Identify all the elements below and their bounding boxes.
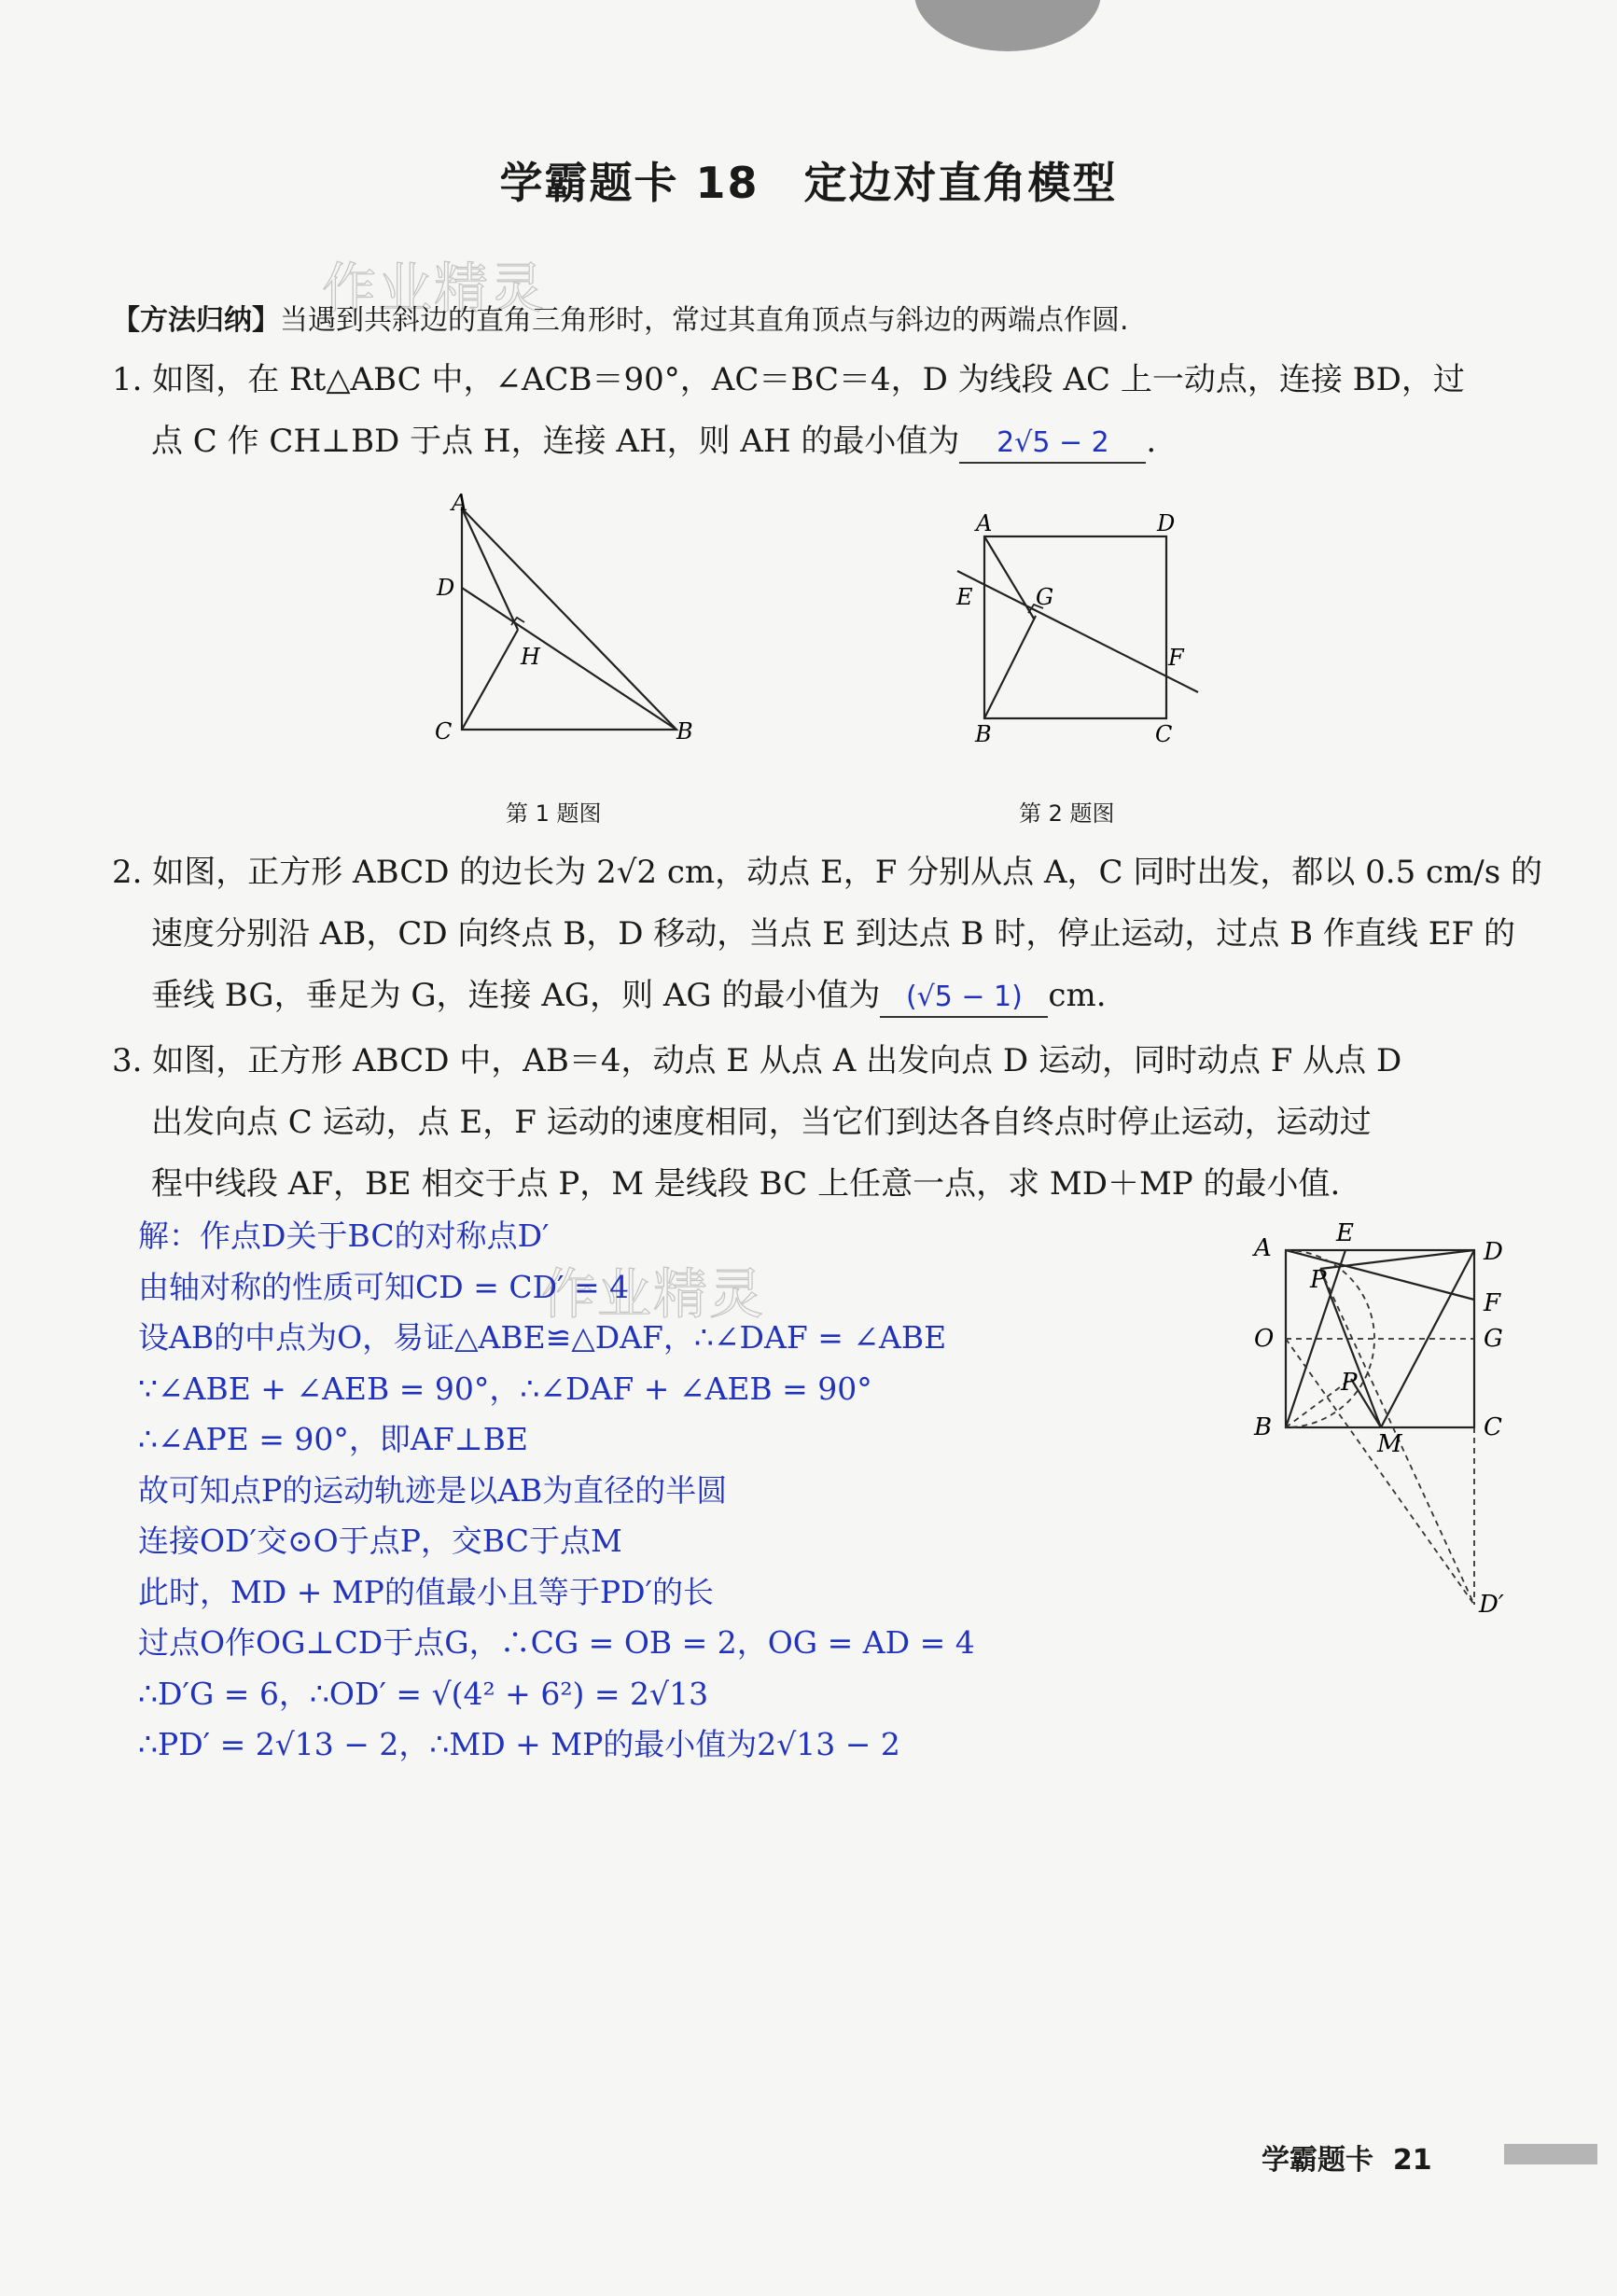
label-b: B [1254, 1413, 1273, 1441]
solution-line: 此时，MD + MP的值最小且等于PD′的长 [138, 1573, 715, 1610]
page-corner-shadow [914, 0, 1101, 51]
q2-line2: 速度分别沿 AB，CD 向终点 B，D 移动，当点 E 到达点 B 时，停止运动，过点 B 作直线 EF 的 [151, 915, 1515, 953]
solution-line: ∴D′G = 6，∴OD′ = √(4² + 6²) = 2√13 [138, 1675, 709, 1712]
label-b: B [975, 721, 992, 747]
solution-line: 解：作点D关于BC的对称点D′ [138, 1218, 550, 1254]
q3-line3: 程中线段 AF，BE 相交于点 P，M 是线段 BC 上任意一点，求 MD＋MP 的最小值. [151, 1165, 1341, 1203]
figure-2-caption: 第 2 题图 [1019, 800, 1115, 827]
figure-2-diagram [942, 494, 1222, 756]
footer-bar [1504, 2144, 1597, 2164]
label-a: A [1254, 1234, 1272, 1262]
watermark: 作业精灵 [322, 257, 547, 320]
label-a: A [452, 490, 468, 516]
label-c: C [1155, 721, 1173, 747]
label-e: E [956, 584, 973, 610]
q2-line3-text: 垂线 BG，垂足为 G，连接 AG，则 AG 的最小值为 [151, 977, 881, 1014]
label-f: F [1484, 1289, 1501, 1317]
label-g: G [1484, 1325, 1503, 1353]
q2-line3 [112, 965, 1530, 1026]
q1-period: . [1146, 423, 1157, 460]
solution-line: ∴PD′ = 2√13 − 2，∴MD + MP的最小值为2√13 − 2 [138, 1726, 900, 1762]
segment-pm [1320, 1269, 1381, 1427]
label-c: C [1484, 1413, 1502, 1441]
footer [1262, 2136, 1432, 2178]
segment-bd [462, 588, 676, 730]
page-title: 学霸题卡 18 定边对直角模型 [499, 158, 1118, 208]
solution-line: 故可知点P的运动轨迹是以AB为直径的半圆 [138, 1471, 728, 1509]
label-p: P [1310, 1266, 1327, 1294]
dashed-od-prime [1286, 1339, 1474, 1605]
solution-line: ∴∠APE = 90°，即AF⊥BE [138, 1421, 528, 1457]
question-1 [112, 349, 1530, 472]
label-b: B [676, 718, 693, 744]
label-d: D [1157, 510, 1176, 536]
question-3 [112, 1030, 1530, 1215]
line-ef [957, 571, 1198, 692]
label-m: M [1377, 1430, 1402, 1458]
figure-3-diagram [1241, 1213, 1521, 1633]
segment-ah [462, 508, 518, 630]
watermark: 作业精灵 [541, 1262, 766, 1326]
q1-line2 [112, 410, 1530, 472]
figure-1-caption: 第 1 题图 [506, 800, 602, 827]
label-g: G [1036, 584, 1054, 610]
solution-line: ∵∠ABE + ∠AEB = 90°，∴∠DAF + ∠AEB = 90° [138, 1370, 872, 1407]
solution [138, 1211, 1202, 1771]
segment-ag [984, 536, 1034, 619]
label-p-lower: P [1341, 1369, 1358, 1397]
label-c: C [435, 718, 453, 744]
square-abcd [984, 536, 1166, 718]
q1-line2-text: 点 C 作 CH⊥BD 于点 H，连接 AH，则 AH 的最小值为 [151, 423, 960, 460]
figure-1-diagram [411, 485, 718, 756]
question-2 [112, 842, 1543, 1026]
label-f: F [1168, 645, 1184, 671]
q2-unit: cm. [1048, 977, 1107, 1014]
label-d-prime: D′ [1479, 1591, 1504, 1619]
method-summary [112, 297, 1129, 338]
solution-line: 过点O作OG⊥CD于点G，∴CG = OB = 2，OG = AD = 4 [138, 1624, 975, 1661]
segment-ch [462, 630, 518, 730]
footer-label: 学霸题卡 [1262, 2144, 1373, 2177]
triangle-abc [462, 508, 676, 730]
method-text: 当遇到共斜边的直角三角形时，常过其直角顶点与斜边的两端点作圆. [280, 304, 1129, 337]
q3-line1: 3. 如图，正方形 ABCD 中，AB＝4，动点 E 从点 A 出发向点 D 运动，同时动点 F 从点 D [112, 1042, 1402, 1079]
label-e: E [1336, 1219, 1354, 1247]
segment-bg [984, 616, 1036, 718]
q1-answer-blank: 2√5 − 2 [959, 424, 1146, 464]
q2-answer-blank: (√5 − 1) [880, 979, 1048, 1018]
label-d: D [1484, 1238, 1503, 1266]
q3-line2: 出发向点 C 运动，点 E，F 运动的速度相同，当它们到达各自终点时停止运动，运动过 [151, 1104, 1372, 1141]
label-h: H [521, 644, 540, 670]
page-number: 21 [1392, 2144, 1432, 2177]
solution-line: 连接OD′交⊙O于点P，交BC于点M [138, 1523, 622, 1559]
label-a: A [976, 510, 993, 536]
solution-line: 设AB的中点为O，易证△ABE≌△DAF，∴∠DAF = ∠ABE [138, 1319, 947, 1356]
method-tag: 【方法归纳】 [112, 304, 280, 337]
label-o: O [1254, 1325, 1275, 1353]
q1-line1: 1. 如图，在 Rt△ABC 中，∠ACB＝90°，AC＝BC＝4，D 为线段 AC 上一动点，连接 BD，过 [112, 361, 1465, 398]
q2-line1: 2. 如图，正方形 ABCD 的边长为 2√2 cm，动点 E，F 分别从点 A，C 同时出发，都以 0.5 cm/s 的 [112, 854, 1543, 891]
label-d: D [437, 575, 455, 601]
solution-line: 由轴对称的性质可知CD = CD′ = 4 [138, 1268, 630, 1305]
